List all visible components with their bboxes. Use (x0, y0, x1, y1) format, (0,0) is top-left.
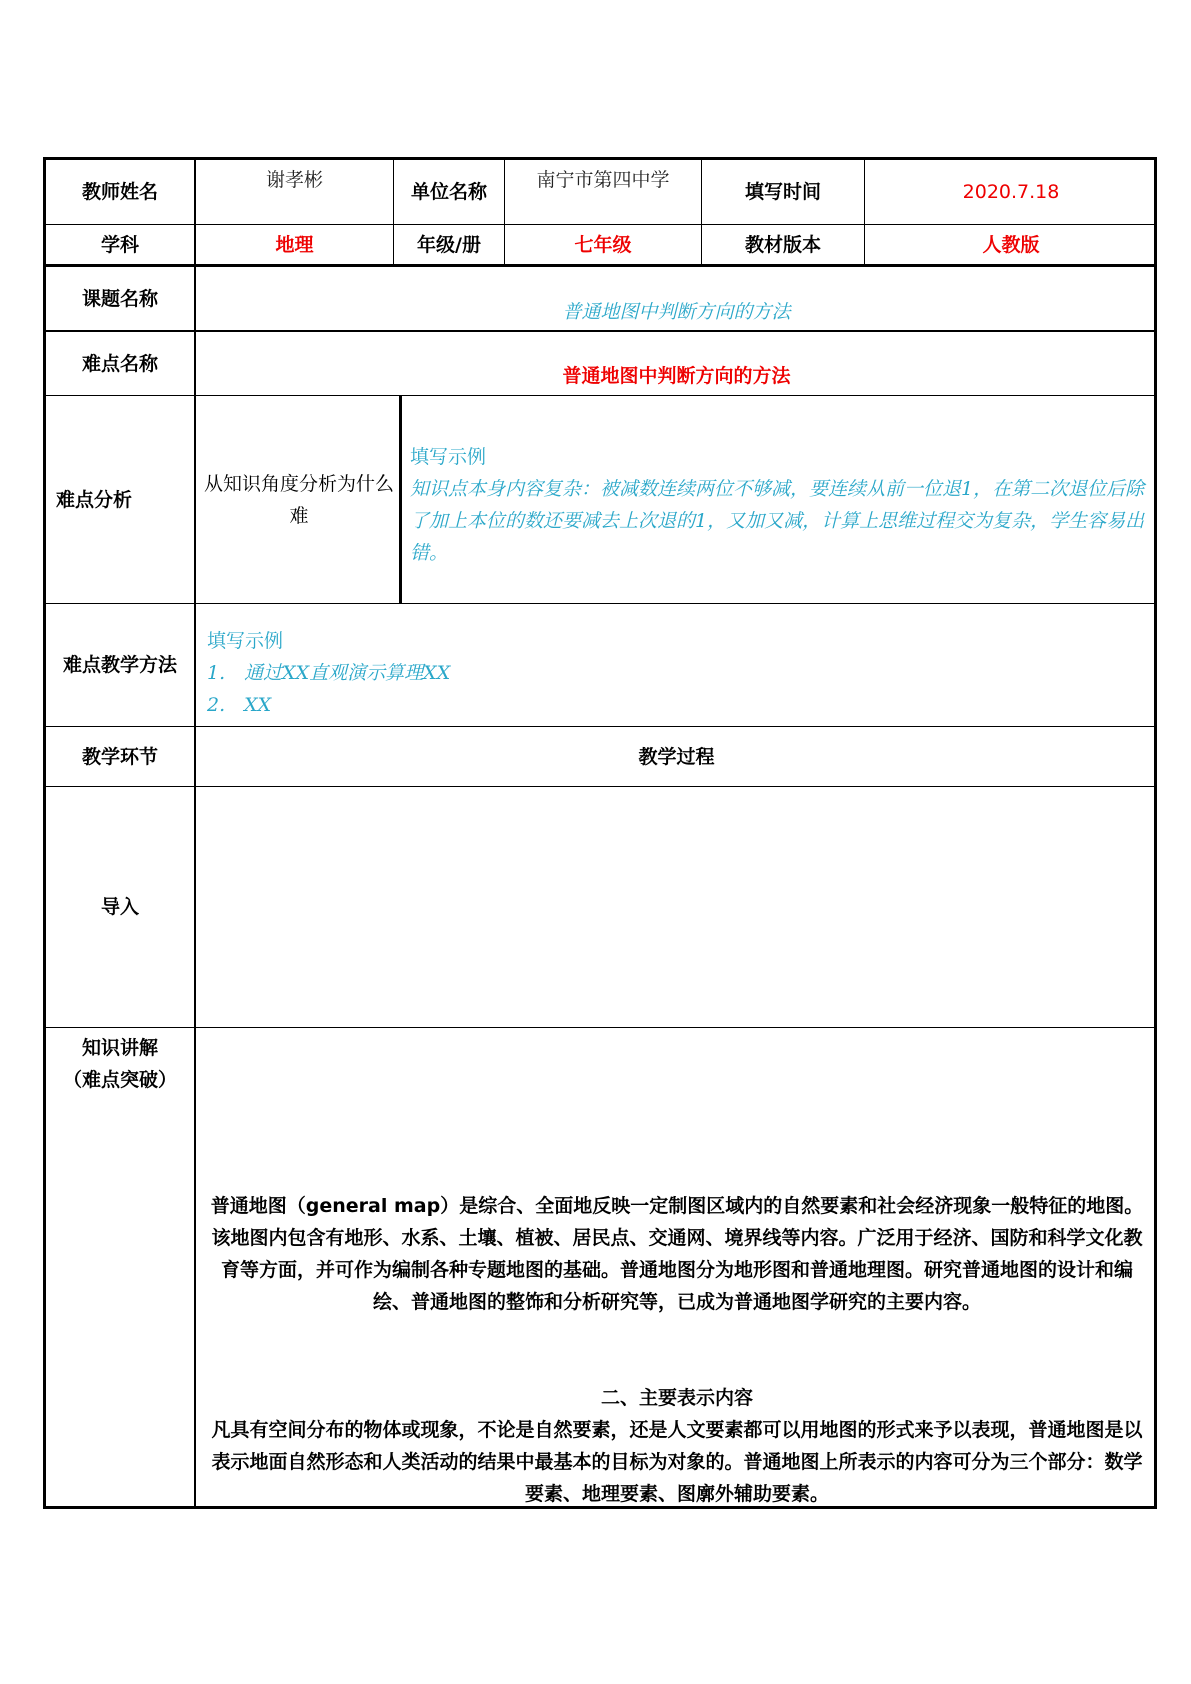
teacher-name: 谢孝彬 (265, 169, 323, 191)
row-divider (46, 264, 1154, 267)
unit-name: 南宁市第四中学 (536, 169, 670, 191)
column-divider (399, 396, 402, 603)
edition-value: 人教版 (982, 233, 1040, 256)
row-divider (46, 330, 1154, 332)
date-label: 填写时间 (744, 181, 821, 203)
process-header: 教学过程 (638, 745, 715, 768)
intro-label: 导入 (100, 896, 139, 918)
grade-label: 年级/册 (417, 233, 481, 256)
method-hint-title: 填写示例 (207, 630, 284, 652)
knowledge-paragraph-2: 凡具有空间分布的物体或现象，不论是自然要素，还是人文要素都可以用地图的形式来予以表现，普通地图是以表示地面自然形态和人类活动的结果中最基本的目标为对象的。普通地图上所表示的内容可分为三个部分：数学要素、地理要素、图廓外辅助要素。 (211, 1419, 1143, 1505)
grade-value: 七年级 (574, 233, 632, 256)
knowledge-paragraph-1: 普通地图（general map）是综合、全面地反映一定制图区域内的自然要素和社会经济现象一般特征的地图。该地图内包含有地形、水系、土壤、植被、居民点、交通网、境界线等内容。广泛用于经济、国防和科学文化教育等方面，并可作为编制各种专题地图的基础。普通地图分为地形图和普通地理图。研究普通地图的设计和编绘、普通地图的整饰和分析研究等，已成为普通地图学研究的主要内容。 (210, 1195, 1144, 1313)
difficulty-value: 普通地图中判断方向的方法 (562, 365, 791, 387)
method-item: 2. XX (207, 694, 272, 716)
row-divider (46, 1027, 1154, 1028)
topic-value: 普通地图中判断方向的方法 (562, 301, 791, 323)
difficulty-label: 难点名称 (81, 352, 158, 375)
subject-value: 地理 (275, 233, 314, 256)
topic-label: 课题名称 (81, 287, 158, 310)
knowledge-section-title: 二、主要表示内容 (600, 1387, 753, 1409)
knowledge-label-line2: （难点突破） (62, 1069, 177, 1091)
date-value: 2020.7.18 (962, 181, 1060, 203)
unit-label: 单位名称 (410, 181, 487, 203)
subject-label: 学科 (100, 233, 139, 256)
analysis-hint-title: 填写示例 (410, 446, 487, 468)
analysis-label: 难点分析 (56, 488, 133, 511)
edition-label: 教材版本 (744, 233, 821, 256)
analysis-sub-label: 从知识角度分析为什么难 (203, 472, 394, 527)
method-item: 1. 通过XX直观演示算理XX (207, 662, 451, 684)
method-label: 难点教学方法 (62, 654, 177, 676)
lesson-plan-table (43, 157, 1157, 1509)
process-label: 教学环节 (81, 745, 158, 768)
teacher-label: 教师姓名 (81, 181, 158, 203)
knowledge-label-line1: 知识讲解 (81, 1037, 158, 1059)
analysis-hint-text: 知识点本身内容复杂：被减数连续两位不够减，要连续从前一位退1，在第二次退位后除了加上本位的数还要减去上次退的1，又加又减，计算上思维过程交为复杂，学生容易出错。 (410, 478, 1145, 564)
intro-content (196, 787, 1157, 1027)
row-divider (46, 603, 1154, 604)
